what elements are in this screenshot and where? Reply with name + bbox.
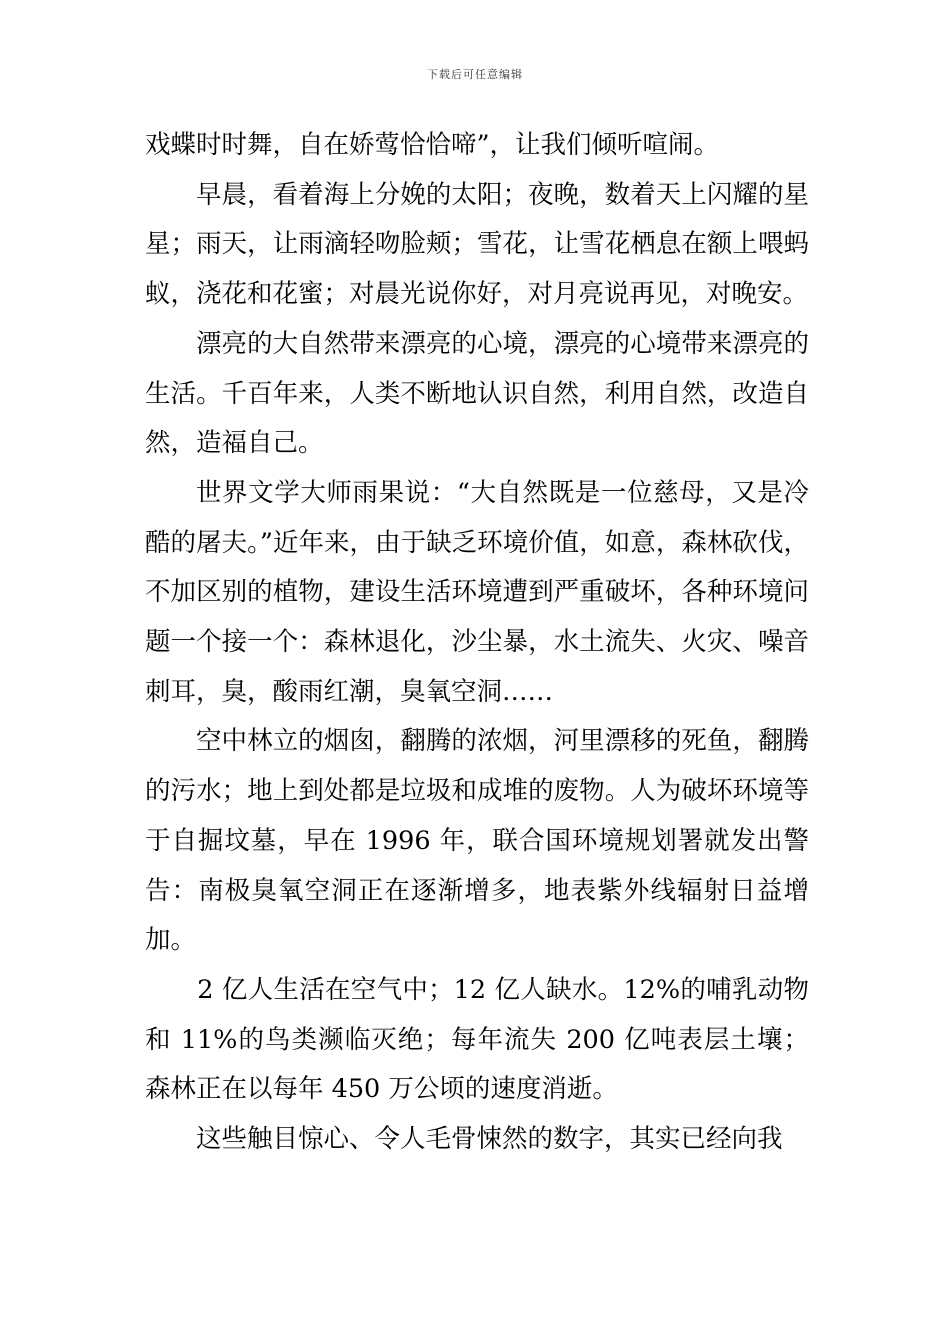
paragraph-3: 漂亮的大自然带来漂亮的心境，漂亮的心境带来漂亮的生活。千百年来，人类不断地认识自然，利用自然，改造自然，造福自己。: [145, 328, 809, 459]
page-header: 下载后可任意编辑: [427, 68, 523, 81]
paragraph-5: 空中林立的烟囱，翻腾的浓烟，河里漂移的死鱼，翻腾的污水；地上到处都是垃圾和成堆的废物。人为破坏环境等于自掘坟墓，早在 1996 年，联合国环境规划署就发出警告：南极臭氧空洞正在逐渐增多，地表紫外线辐射日益增加。: [145, 726, 809, 956]
paragraph-1: 戏蝶时时舞，自在娇莺恰恰啼”，让我们倾听喧闹。: [145, 130, 720, 160]
document-body: [145, 121, 809, 1165]
paragraph-2: 早晨，看着海上分娩的太阳；夜晚，数着天上闪耀的星星；雨天，让雨滴轻吻脸颊；雪花，让雪花栖息在额上喂蚂蚁，浇花和花蜜；对晨光说你好，对月亮说再见，对晚安。: [145, 179, 809, 310]
paragraph-6: 2 亿人生活在空气中；12 亿人缺水。12%的哺乳动物和 11%的鸟类濒临灭绝；每年流失 200 亿吨表层土壤；森林正在以每年 450 万公顷的速度消逝。: [145, 974, 809, 1105]
paragraph-4: 世界文学大师雨果说：“大自然既是一位慈母，又是冷酷的屠夫。”近年来，由于缺乏环境价值，如意，森林砍伐，不加区别的植物，建设生活环境遭到严重破坏，各种环境问题一个接一个：森林退化，沙尘暴，水土流失、火灾、噪音刺耳，臭，酸雨红潮，臭氧空洞……: [145, 477, 809, 707]
paragraph-7: 这些触目惊心、令人毛骨悚然的数字，其实已经向我: [196, 1124, 783, 1155]
